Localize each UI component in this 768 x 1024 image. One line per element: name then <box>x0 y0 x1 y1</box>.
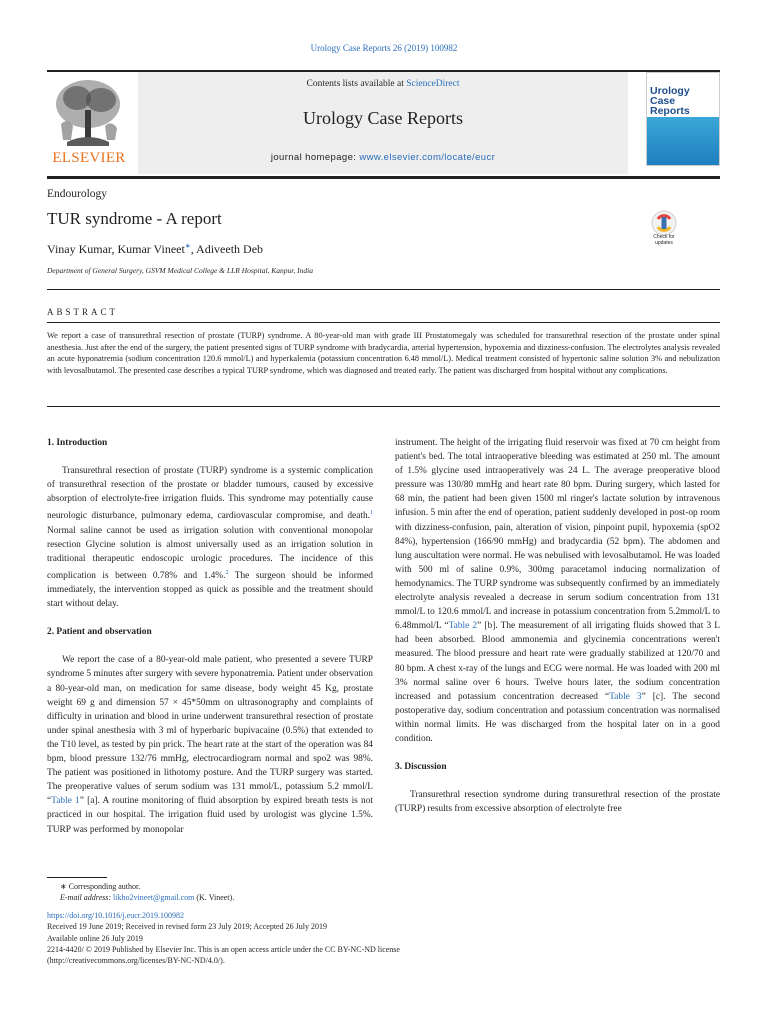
license-line-1: 2214-4420/ © 2019 Published by Elsevier Inc. This is an open access article under the CC BY-NC-ND license <box>47 945 400 955</box>
abstract-bottom-rule <box>47 406 720 407</box>
reference-2-link[interactable]: 2 <box>225 569 229 576</box>
contents-prefix: Contents lists available at <box>306 79 407 89</box>
abstract-heading-rule <box>47 322 720 323</box>
observation-text-2: ” [b]. The measurement of all irrigating fluids showed that 3 L had been absorbed. Blood ammonemia and glycinemia concentrations weren't measured. The blood pressure and heart rate were gradually stabilized at 120/70 and 80 bpm. A chest x-ray of the lungs and ECG were normal. He was loaded with 200 ml 3% normal saline over 6 hours. Twelve hours later, the sodium concentration increased and potassium concentration decreased “ <box>395 621 720 702</box>
footnote-rule <box>47 877 107 878</box>
received-dates: Received 19 June 2019; Received in revised form 23 July 2019; Accepted 26 July 2019 <box>47 922 327 932</box>
contents-line <box>138 79 628 89</box>
email-label: E-mail address: <box>60 893 114 903</box>
intro-text-3: The surgeon should be informed immediately, the intervention stopped as quick as possible and the treatment should start without delay. <box>47 571 373 610</box>
doi-link[interactable]: https://doi.org/10.1016/j.eucr.2019.100982 <box>47 910 184 920</box>
corresponding-text: Corresponding author. <box>66 882 141 891</box>
abstract-top-rule <box>47 289 720 290</box>
corresponding-mark: ∗ <box>60 882 67 891</box>
homepage-prefix: journal homepage: <box>270 152 360 163</box>
abstract-heading: ABSTRACT <box>47 307 119 317</box>
table-2-link[interactable]: Table 2 <box>448 621 478 632</box>
crossmark-label[interactable]: Check for updates <box>653 234 675 246</box>
observation-text-3: ” [c]. The second postoperative day, sodium concentration and potassium concentration was normalised within normal limits. He was discharged from the hospital later on in a good condition. <box>395 691 720 744</box>
left-column <box>47 436 373 837</box>
header-bottom-rule <box>47 176 720 179</box>
corresponding-author-mark[interactable]: ∗ <box>184 242 191 250</box>
publisher-wordmark: ELSEVIER <box>52 150 126 166</box>
article-section-label: Endourology <box>47 188 108 200</box>
authors-first[interactable]: Vinay Kumar, Kumar Vineet <box>47 242 185 256</box>
cover-line-3: Reports <box>650 105 690 117</box>
reference-1-link[interactable]: 1 <box>370 510 373 517</box>
author-affiliation: Department of General Surgery, GSVM Medical College & LLR Hospital, Kanpur, India <box>47 266 313 275</box>
license-line-2[interactable]: (http://creativecommons.org/licenses/BY-NC-ND/4.0/). <box>47 956 225 966</box>
corresponding-author-note <box>47 881 720 892</box>
email-owner: (K. Vineet). <box>194 893 235 903</box>
intro-text-1: Transurethral resection of prostate (TURP) syndrome is a systemic complication of transurethral resection of the prostate or bladder tumours, caused by excessive absorption of electrolyte-free irrigation fluids. This syndrome may potentially cause neurologic disturbance, pulmonary edema, cardiovascular compromise, and death. <box>47 466 373 522</box>
journal-title: Urology Case Reports <box>303 108 463 128</box>
online-date: Available online 26 July 2019 <box>47 933 143 943</box>
footnotes <box>47 881 720 967</box>
discussion-heading: 3. Discussion <box>395 762 447 773</box>
cover-line-2: Case <box>650 95 676 107</box>
patient-text-1: We report the case of a 80-year-old male patient, who presented a severe TURP syndrome 5 minutes after surgery with severe hyponatremia. Patient under observation a 80-year-old man, on medication for same disease, body weight 45 Kg, prostate weight 69 g and dimension 57 × 45*50mm on ultrasonography and complaints of difficulty in urination and blood in urine underwent transurethral resection of prostate under spinal anesthesia with 3 ml of hyperbaric bupivacaine (0.5%) that extended to the T10 level, as tested by pin prick. The heart rate at the start of the operation was 84 bpm, blood pressure 132/76 mmHg, electrocardiogram normal and spo2 was 98%. The patient was positioned in lithotomy posture. And the TURP surgery was started. The preoperative values of serum sodium was 131 mmol/L, potassium 5.2 mmol/L “ <box>47 655 373 807</box>
table-1-link[interactable]: Table 1 <box>51 796 80 807</box>
homepage-link[interactable]: www.elsevier.com/locate/eucr <box>359 152 496 163</box>
email-link[interactable]: likho2vineet@gmail.com <box>113 893 195 903</box>
right-column <box>395 436 720 816</box>
article-title: TUR syndrome - A report <box>47 209 222 228</box>
journal-citation-link[interactable]: Urology Case Reports 26 (2019) 100982 <box>310 43 458 53</box>
intro-text-2: Normal saline cannot be used as irrigation solution with conventional monopolar resection Glycine solution is almost universally used as an irrigation solution in traditional therapeutic endoscopic urologic procedures. The incidence of this complication is between 0.78% and 1.4%. <box>47 525 373 581</box>
observation-continued-paragraph <box>395 436 720 746</box>
email-line <box>47 892 720 903</box>
discussion-paragraph: Transurethral resection syndrome during transurethral resection of the prostate (TURP) results from excessive absorption of electrolyte free <box>395 790 720 815</box>
abstract-text: We report a case of transurethral resection of prostate (TURP) syndrome. A 80-year-old man with grade III Prostatomegaly was scheduled for transurethral resection of the prostate under spinal anesthesia. Just after the end of the surgery, the patient presented signs of TURP syndrome with bradycardia, arterial hypertension, hypoxemia and dizziness-confusion. The electrolytes analysis revealed an acute hyponatremia (sodium concentration 120.6 mmol/L) and hyperkalemia (potassium concentration 6.48 mmol/L). Medical treatment consisted of hypertonic saline solution 3% and nebulization with levosalbutamol. The presented case describes a typical TURP syndrome, which was diagnosed and treated early. The patient was discharged from hospital without any complications. <box>47 331 720 375</box>
table-3-link[interactable]: Table 3 <box>609 691 642 702</box>
observation-text-1: instrument. The height of the irrigating fluid reservoir was fixed at 70 cm height from patient's bed. The total intraoperative bleeding was estimated at 250 ml. The amount of 1.5% glycine used intraoperatively was 24 L. The average preoperative blood pressure was 130/80 mmHg and heart rate 80 bpm. During surgery, which lasted for 68 min, the patient had been given 1500 ml ringer's lactate solution by intravenous infusion. 5 min after the end of operation, patient suddenly developed in post-op room with dizziness-confusion, pain, alteration of vision, pinpoint pupil, hypoxemia (spO2 84%), hypertension (166/90 mmHg) and bradycardia (52 bpm). The abdomen and lung auscultation were normal. He was nebulised with levosalbutamol. He was loaded with 500 ml of saline 0.9%, 300mg paracetamol inducing normalization of hemodynamics. The TURP syndrome was subsequently confirmed by an immediately electrolyte analysis revealed a decrease in serum sodium concentration from 131 mmol/L to 120.6 mmol/L and increase in potassium concentration from 5.2mmol/L to 6.48mmol/L “ <box>395 438 720 632</box>
authors-rest[interactable]: , Adiveeth Deb <box>190 242 264 256</box>
journal-homepage-line <box>138 152 628 163</box>
sciencedirect-link[interactable]: ScienceDirect <box>406 79 460 89</box>
patient-observation-paragraph <box>47 653 373 836</box>
patient-observation-heading: 2. Patient and observation <box>47 627 152 638</box>
introduction-heading: 1. Introduction <box>47 438 108 448</box>
introduction-paragraph <box>47 464 373 611</box>
cover-line-1: Urology <box>650 85 690 97</box>
patient-text-2: ” [a]. A routine monitoring of fluid absorption by expired breath tests is not practiced in our hospital. The irrigation fluid used by urologist was glycine 1.5%. TURP was performed by monopolar <box>47 796 373 835</box>
author-list <box>47 242 263 257</box>
journal-cover-title <box>650 86 718 116</box>
